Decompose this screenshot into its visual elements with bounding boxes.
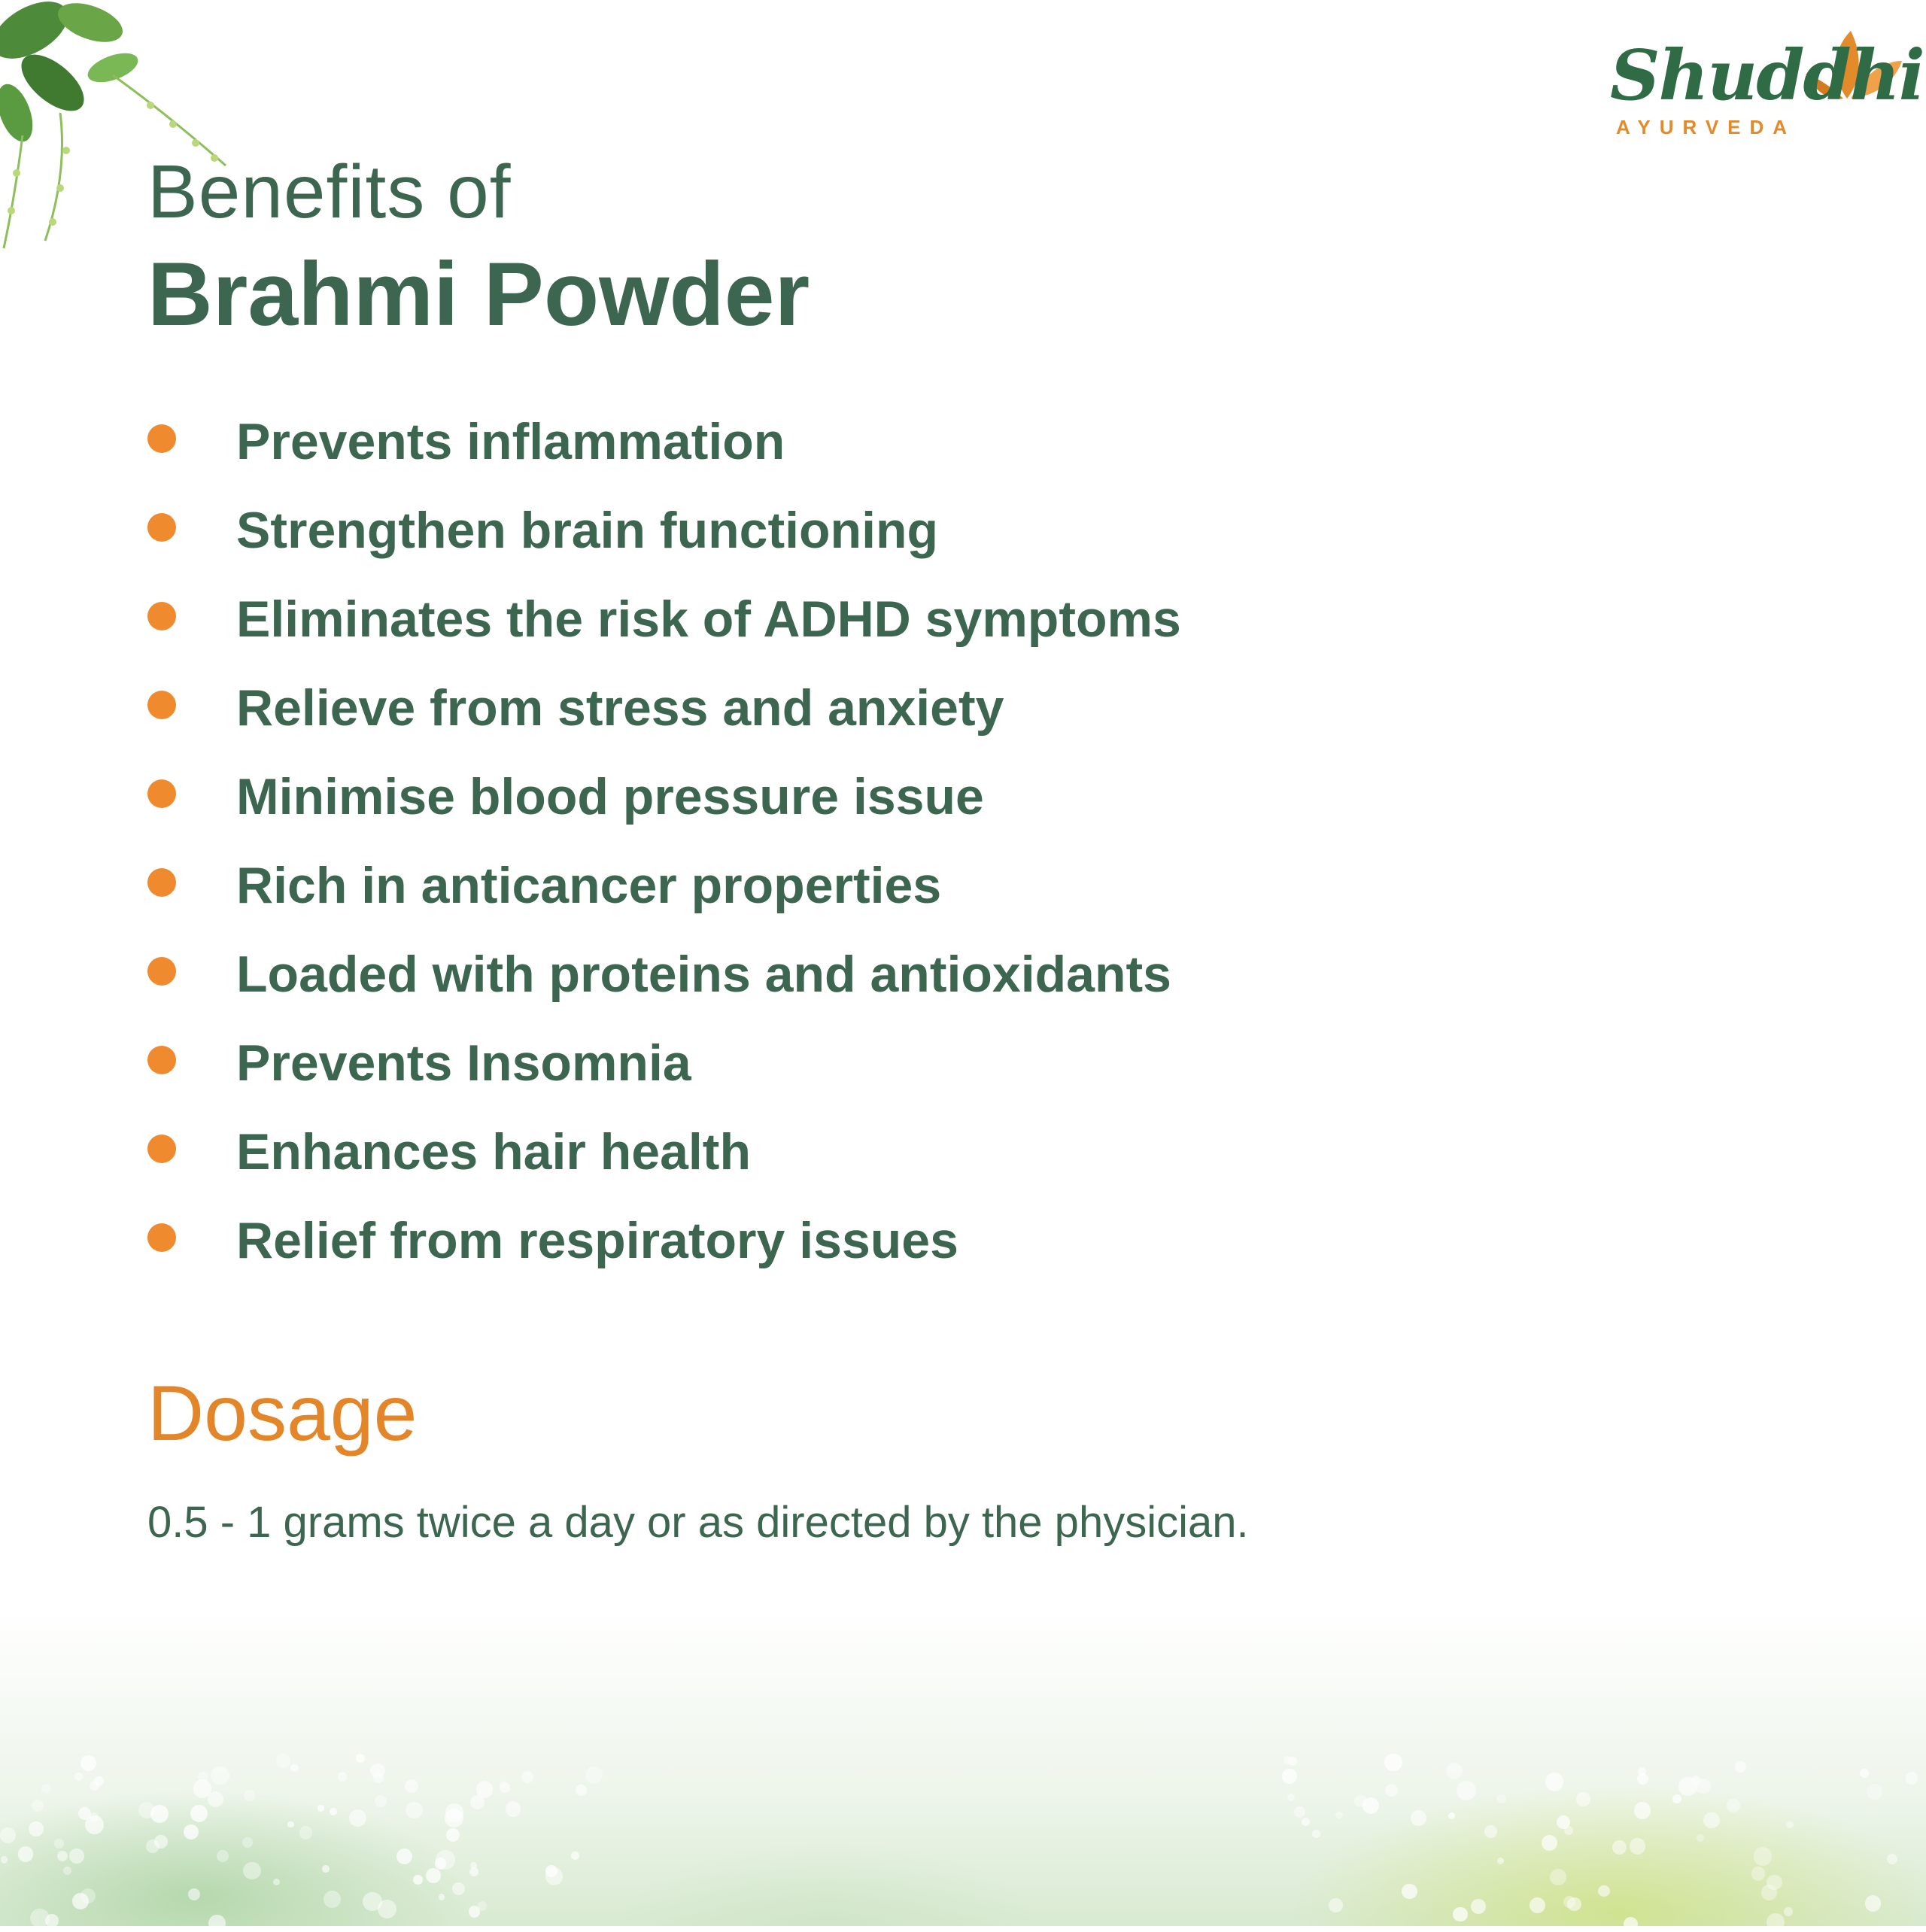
- blossom-dot: [576, 1785, 588, 1797]
- blossom-dot: [57, 1851, 68, 1861]
- blossom-dot: [242, 1837, 253, 1848]
- bullet-icon: [147, 424, 176, 453]
- blossom-dot: [1887, 1854, 1897, 1864]
- blossom-dot: [244, 1790, 255, 1801]
- blossom-dot: [193, 1779, 212, 1798]
- blossom-dot: [406, 1802, 422, 1818]
- blossom-dot: [1695, 1779, 1710, 1794]
- benefit-item: [147, 575, 1181, 664]
- blossom-dot: [208, 1915, 226, 1932]
- blossom-dot: [1496, 1794, 1505, 1803]
- benefit-text: Eliminates the risk of ADHD symptoms: [236, 591, 1181, 648]
- blossom-dot: [54, 1839, 63, 1848]
- blossom-dot: [1751, 1867, 1766, 1881]
- bullet-icon: [147, 691, 176, 719]
- benefit-item: [147, 1019, 1181, 1107]
- blossom-dot: [1563, 1896, 1575, 1908]
- blossom-dot: [1754, 1847, 1772, 1865]
- blossom-dot: [211, 1766, 229, 1785]
- blossom-dot: [1411, 1810, 1426, 1826]
- blossom-dot: [243, 1862, 261, 1880]
- blossom-dot: [1678, 1777, 1697, 1795]
- blossom-dot: [1542, 1835, 1557, 1851]
- blossom-dot: [373, 1773, 384, 1783]
- blossom-dot: [1294, 1806, 1305, 1817]
- benefit-text: Relief from respiratory issues: [236, 1212, 958, 1269]
- blossom-dot: [469, 1906, 480, 1917]
- blossom-dot: [322, 1865, 330, 1873]
- brand-name: Shuddhi: [1610, 35, 1924, 116]
- blossom-dot: [290, 1764, 298, 1772]
- blossom-dot: [452, 1882, 465, 1895]
- blossom-dot: [1453, 1907, 1467, 1921]
- bullet-icon: [147, 868, 176, 897]
- bullet-icon: [147, 957, 176, 986]
- blossom-dot: [439, 1894, 445, 1900]
- blossom-dot: [356, 1754, 365, 1763]
- blossom-dot: [190, 1805, 208, 1822]
- blossom-dot: [1784, 1907, 1793, 1916]
- blossom-dot: [435, 1858, 446, 1869]
- blossom-dot: [1860, 1769, 1869, 1778]
- blossom-dot: [1312, 1830, 1320, 1838]
- flower-field-background: [0, 1610, 1926, 1926]
- blossom-dot: [188, 1888, 200, 1900]
- blossom-dot: [396, 1848, 413, 1865]
- benefits-list: [147, 397, 1181, 1285]
- blossom-dot: [338, 1772, 347, 1781]
- blossom-dot: [273, 1879, 280, 1885]
- blossom-dot: [405, 1779, 418, 1793]
- shuddhi-logo: [1610, 27, 1924, 147]
- bullet-icon: [147, 602, 176, 630]
- benefit-item: [147, 841, 1181, 930]
- benefit-text: Relieve from stress and anxiety: [236, 679, 1004, 737]
- blossom-dot: [476, 1781, 493, 1797]
- blossom-dot: [1703, 1812, 1719, 1828]
- blossom-dot: [571, 1852, 579, 1860]
- benefit-text: Rich in anticancer properties: [236, 857, 942, 914]
- benefit-text: Prevents Insomnia: [236, 1034, 691, 1092]
- brand-tagline: AYURVEDA: [1616, 116, 1797, 138]
- blossom-dot: [1354, 1795, 1367, 1808]
- benefit-text: Prevents inflammation: [236, 413, 785, 470]
- blossom-dot: [413, 1875, 423, 1885]
- blossom-dot: [324, 1891, 341, 1908]
- benefit-item: [147, 1107, 1181, 1196]
- blossom-dot: [1384, 1754, 1402, 1771]
- blossom-dot: [1906, 1772, 1918, 1784]
- blossom-dot: [1697, 1834, 1704, 1842]
- bullet-icon: [147, 779, 176, 808]
- blossom-dot: [545, 1867, 564, 1885]
- blossom-dot: [217, 1850, 229, 1862]
- blossom-dot: [69, 1848, 84, 1864]
- blossom-dot: [317, 1805, 324, 1811]
- blossom-dot: [1402, 1884, 1417, 1900]
- blossom-dot: [363, 1892, 381, 1911]
- blossom-dot: [1557, 1815, 1570, 1829]
- bullet-icon: [147, 1223, 176, 1252]
- benefit-item: [147, 664, 1181, 752]
- bullet-icon: [147, 1046, 176, 1074]
- blossom-dot: [445, 1803, 463, 1821]
- blossom-dot: [198, 1772, 208, 1782]
- blossom-dot: [1735, 1761, 1746, 1773]
- benefit-item: [147, 486, 1181, 575]
- bullet-icon: [147, 513, 176, 542]
- benefit-text: Loaded with proteins and antioxidants: [236, 946, 1171, 1003]
- blossom-dot: [1545, 1773, 1563, 1791]
- blossom-dot: [276, 1754, 290, 1768]
- benefit-item: [147, 930, 1181, 1019]
- blossom-dot: [1329, 1898, 1343, 1912]
- benefit-item: [147, 752, 1181, 841]
- blossom-dot: [1612, 1840, 1627, 1855]
- blossom-dot: [18, 1846, 34, 1862]
- dosage-title: Dosage: [147, 1370, 418, 1457]
- heading-line-1: Benefits of: [147, 150, 512, 234]
- blossom-dot: [1385, 1784, 1398, 1797]
- blossom-dot: [1767, 1913, 1785, 1931]
- blossom-dot: [585, 1766, 603, 1784]
- blossom-dot: [1335, 1812, 1342, 1818]
- blossom-dot: [1624, 1917, 1638, 1931]
- blossom-dot: [90, 1812, 99, 1822]
- blossom-dot: [287, 1821, 293, 1827]
- blossom-dot: [1457, 1781, 1476, 1800]
- dosage-text: 0.5 - 1 grams twice a day or as directed by the physician.: [147, 1498, 1249, 1547]
- blossom-dot: [1282, 1769, 1296, 1783]
- blossom-dot: [375, 1795, 387, 1807]
- blossom-dot: [469, 1867, 478, 1876]
- blossom-dot: [1865, 1895, 1881, 1911]
- blossom-dot: [426, 1868, 441, 1883]
- benefit-text: Enhances hair health: [236, 1123, 751, 1180]
- blossom-dot: [154, 1835, 168, 1848]
- benefit-item: [147, 1196, 1181, 1285]
- blossom-dot: [1550, 1869, 1566, 1885]
- blossom-dot: [1302, 1818, 1310, 1826]
- blossom-dot: [1576, 1792, 1590, 1806]
- heading-line-2: Brahmi Powder: [147, 244, 810, 345]
- blossom-dot: [1598, 1885, 1610, 1897]
- benefit-text: Minimise blood pressure issue: [236, 768, 984, 825]
- blossom-dot: [81, 1888, 96, 1903]
- benefit-item: [147, 397, 1181, 486]
- blossom-dot: [1, 1856, 8, 1864]
- blossom-dot: [1786, 1821, 1794, 1829]
- blossom-dot: [1630, 1838, 1646, 1855]
- benefit-text: Strengthen brain functioning: [236, 502, 939, 559]
- bullet-icon: [147, 1135, 176, 1163]
- blossom-dot: [1634, 1802, 1651, 1819]
